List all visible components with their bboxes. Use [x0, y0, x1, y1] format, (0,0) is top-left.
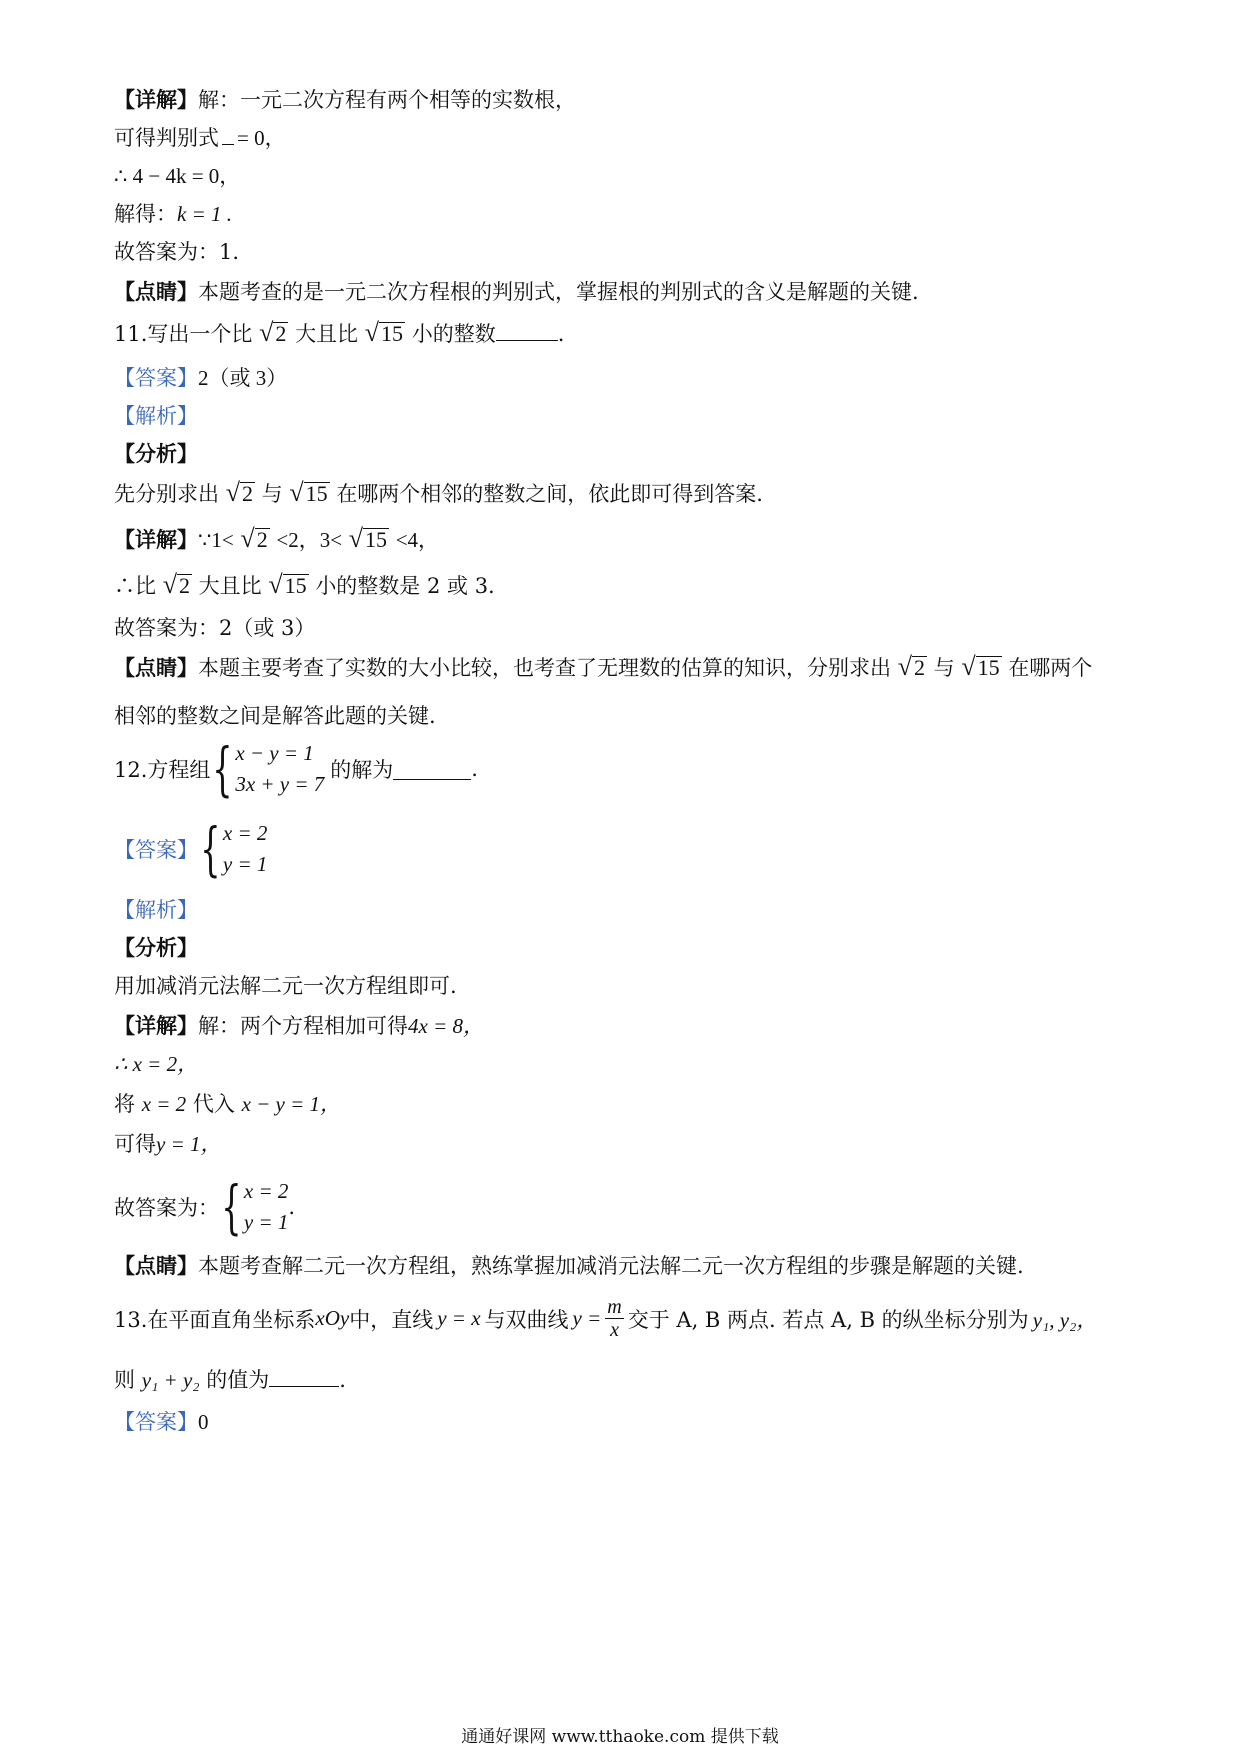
q11-analysis-a: 先分别求出	[114, 482, 219, 506]
sqrt-15-arg: 15	[977, 655, 1000, 680]
q12-line-d-a: 可得	[114, 1132, 156, 1156]
q13-answer-line	[114, 1408, 209, 1436]
left-brace: {	[200, 815, 221, 883]
fraction-m-over-x	[605, 1296, 623, 1341]
q10-line4-text: 解得：	[114, 202, 177, 226]
q10-line4	[114, 200, 232, 228]
sqrt-2-arg: 2	[913, 655, 925, 680]
point-label: 【点睛】	[114, 279, 198, 304]
q10-line4-eq: k = 1 .	[177, 202, 232, 226]
q13-y1y2: y₁, y₂，	[1032, 1307, 1098, 1332]
final-system	[244, 1176, 289, 1238]
q12-stem-row	[114, 735, 478, 803]
equation-system	[235, 738, 324, 800]
q11-point-a: 本题主要考查了实数的大小比较，也考查了无理数的估算的知识，分别求出	[198, 656, 891, 680]
left-brace: {	[221, 1173, 242, 1241]
sqrt-15: √ 15	[364, 318, 404, 347]
q11-point-line2: 相邻的整数之间是解答此题的关键.	[114, 704, 436, 728]
sqrt-2-arg: 2	[178, 573, 190, 598]
q11-stem-c: 小的整数	[411, 322, 496, 346]
q12-line-c	[114, 1090, 341, 1118]
equation-2: 3x + y = 7	[235, 772, 325, 796]
q12-analysis-label: 【分析】	[114, 935, 198, 960]
q13-y-eq: y =	[572, 1306, 602, 1330]
q11-point-c: 在哪两个	[1008, 656, 1093, 680]
sqrt-15-arg: 15	[284, 573, 307, 598]
answer-x: x = 2	[243, 1179, 289, 1203]
q11-detail-b: <2，3<	[276, 528, 343, 552]
sqrt-2: √ 2	[259, 318, 287, 347]
q12-line-c-a: 将	[114, 1092, 135, 1116]
detail-label: 【详解】	[114, 1013, 198, 1038]
sqrt-2: √ 2	[897, 652, 925, 681]
q13-line-eq: y = x	[437, 1306, 481, 1330]
q13-stem-row	[114, 1296, 1097, 1341]
q11-stem-end: .	[557, 322, 565, 346]
answer-y: y = 1	[222, 852, 268, 876]
answer-label: 【答案】	[114, 1410, 198, 1434]
q10-line2-text: 可得判别式	[114, 126, 219, 150]
q11-point-line	[114, 654, 1092, 682]
q11-answer-text: 2（或 3）	[198, 366, 288, 390]
q12-detail-b: 4x = 8，	[408, 1014, 484, 1038]
q11-detail-line	[114, 526, 439, 554]
q11-line-b-b: 大且比	[198, 574, 262, 598]
q11-detail-c: <4，	[395, 528, 440, 552]
detail-label: 【详解】	[114, 87, 198, 112]
point-label: 【点睛】	[114, 1253, 198, 1278]
q11-analysis-b: 与	[261, 482, 283, 506]
q11-analysis-c: 在哪两个相邻的整数之间，依此即可得到答案.	[336, 482, 763, 506]
q11-line-b-c: 小的整数是 2 或 3.	[315, 574, 495, 598]
q12-final-row	[114, 1173, 296, 1241]
q12-line-d-b: y = 1，	[156, 1132, 222, 1156]
q12-final-a: 故答案为：	[114, 1196, 219, 1220]
q11-parse-label: 【解析】	[114, 404, 198, 428]
q12-stem-a: 12.方程组	[114, 758, 211, 782]
q12-parse-label: 【解析】	[114, 898, 198, 922]
q12-final-end: .	[288, 1195, 296, 1219]
q12-stem-end: .	[471, 757, 478, 781]
q10-point-text: 本题考查的是一元二次方程根的判别式，掌握根的判别式的含义是解题的关键.	[198, 280, 919, 304]
answer-x: x = 2	[222, 821, 268, 845]
q12-line-d	[114, 1130, 222, 1158]
q13-stem-b: 中，直线	[349, 1307, 434, 1332]
q13-stem	[114, 1296, 1097, 1341]
q10-detail-line	[114, 86, 576, 114]
q10-detail-text: 解：一元二次方程有两个相等的实数根，	[198, 88, 576, 112]
q13-stem-a: 13.在平面直角坐标系	[114, 1307, 316, 1332]
sqrt-15-arg: 15	[365, 527, 388, 552]
answer-label: 【答案】	[114, 838, 198, 862]
answer-system	[223, 818, 268, 880]
footer-source: 通通好课网 www.tthaoke.com 提供下载	[461, 1727, 779, 1747]
q13-line2	[114, 1366, 346, 1394]
q12-analysis-text: 用加减消元法解二元一次方程组即可.	[114, 974, 457, 998]
sqrt-15-arg: 15	[305, 481, 328, 506]
q11-answer-line	[114, 364, 287, 392]
q12-line-b: ∴ x = 2，	[114, 1052, 199, 1076]
q11-analysis-line	[114, 480, 763, 508]
sqrt-15: √ 15	[289, 478, 328, 507]
q13-stem-c: 与双曲线	[484, 1307, 569, 1332]
q13-line2-b: y₁ + y₂	[141, 1368, 200, 1392]
sqrt-15: √ 15	[268, 570, 307, 599]
q12-final-answer	[114, 1173, 296, 1241]
q11-analysis-label: 【分析】	[114, 441, 198, 466]
answer-label: 【答案】	[114, 366, 198, 390]
q12-detail-a: 解：两个方程相加可得	[198, 1014, 408, 1038]
q13-line2-c: 的值为	[206, 1368, 270, 1392]
q11-line-b-a: ∴比	[114, 574, 156, 598]
q10-point-line	[114, 278, 919, 306]
sqrt-2-arg: 2	[275, 321, 287, 346]
sqrt-15: √ 15	[348, 524, 388, 553]
answer-blank	[496, 320, 558, 341]
q12-line-c-c: 代入	[192, 1092, 235, 1116]
q10-line2-eq: = 0，	[237, 126, 286, 150]
sqrt-2: √ 2	[162, 570, 190, 599]
q10-discriminant-line	[114, 124, 286, 152]
q13-answer-text: 0	[198, 1410, 209, 1434]
q12-point-line	[114, 1252, 1024, 1280]
answer-y: y = 1	[243, 1210, 289, 1234]
q12-line-c-b: x = 2	[141, 1092, 187, 1116]
fraction-denominator: x	[610, 1319, 619, 1341]
q13-line2-a: 则	[114, 1368, 135, 1392]
left-brace: {	[212, 735, 234, 803]
equation-1: x − y = 1	[235, 741, 314, 765]
q12-answer-row	[114, 815, 268, 883]
sqrt-15-arg: 15	[381, 321, 404, 346]
q11-stem	[114, 320, 564, 348]
q12-stem-b: 的解为	[330, 758, 394, 782]
q11-stem-b: 大且比	[295, 322, 359, 346]
q10-line3: ∴ 4 − 4k = 0，	[114, 164, 241, 188]
q11-stem-a: 11.写出一个比	[114, 322, 253, 346]
q11-detail-a: ∵1<	[198, 528, 234, 552]
answer-blank	[393, 759, 471, 780]
delta-symbol	[222, 128, 234, 145]
q10-final-answer: 故答案为：1.	[114, 240, 240, 264]
q12-point-text: 本题考查解二元一次方程组，熟练掌握加减消元法解二元一次方程组的步骤是解题的关键.	[198, 1254, 1024, 1278]
q12-line-c-d: x − y = 1，	[241, 1092, 342, 1116]
sqrt-2-arg: 2	[256, 527, 268, 552]
q13-line2-end: .	[339, 1368, 346, 1392]
q12-answer-line	[114, 815, 268, 883]
point-label: 【点睛】	[114, 655, 198, 680]
q11-final-answer: 故答案为：2（或 3）	[114, 616, 316, 640]
sqrt-2: √ 2	[225, 478, 253, 507]
q12-detail-line	[114, 1012, 484, 1040]
sqrt-15: √ 15	[961, 652, 1000, 681]
detail-label: 【详解】	[114, 527, 198, 552]
sqrt-2: √ 2	[240, 524, 268, 553]
fraction-numerator: m	[607, 1296, 622, 1318]
sqrt-2-arg: 2	[241, 481, 253, 506]
q13-xoy: xOy	[315, 1306, 350, 1330]
q11-point-b: 与	[933, 656, 955, 680]
q13-stem-d: 交于 A, B 两点. 若点 A, B 的纵坐标分别为	[627, 1307, 1029, 1332]
q12-stem	[114, 735, 478, 803]
answer-blank	[269, 1366, 339, 1387]
q11-conclusion-line	[114, 572, 495, 600]
